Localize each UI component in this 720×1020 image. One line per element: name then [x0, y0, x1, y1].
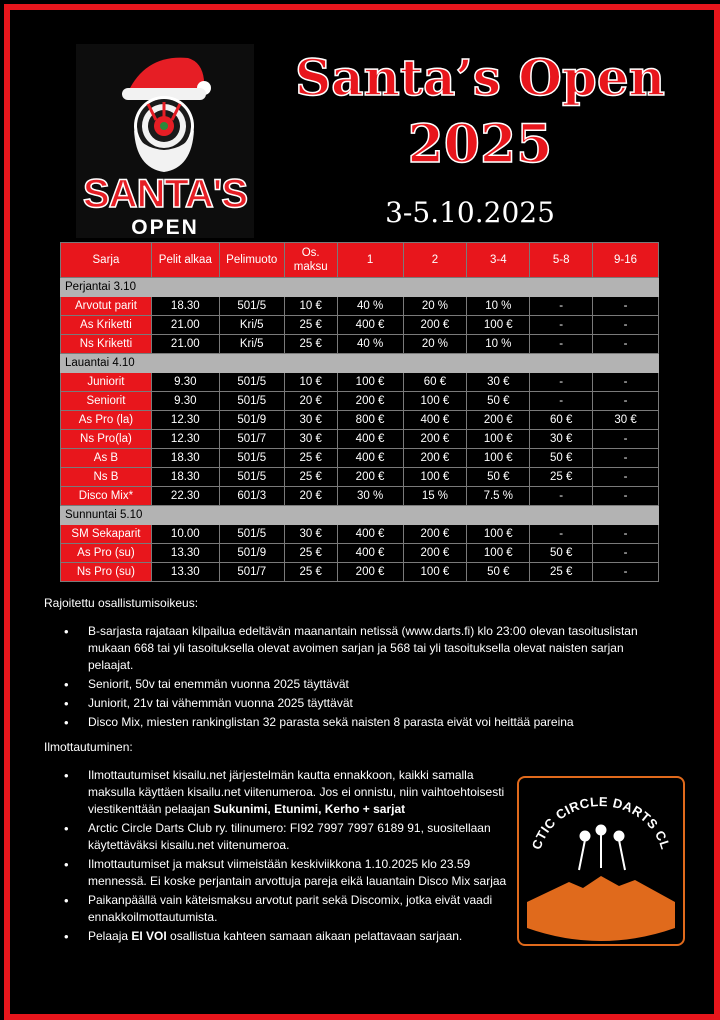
table-cell: 20 € [284, 392, 337, 411]
logo-title: SANTA'S [83, 172, 247, 216]
list-item-bold: EI VOI [131, 929, 167, 943]
list-item-text: osallistua kahteen samaan aikaan pelattavaan sarjaan. [166, 929, 463, 943]
table-cell: 100 € [403, 468, 467, 487]
column-header: 3-4 [467, 243, 530, 278]
list-item: • Juniorit, 21v tai vähemmän vuonna 2025 täyttävät [88, 695, 664, 712]
table-cell: 25 € [284, 544, 337, 563]
list-item-bold: Sukunimi, Etunimi, Kerho + sarjat [213, 802, 406, 816]
table-cell: 100 € [467, 430, 530, 449]
table-row [61, 335, 659, 354]
table-cell: 100 € [403, 563, 467, 582]
table-cell: 10.00 [151, 525, 219, 544]
table-cell: 400 € [337, 544, 403, 563]
table-cell: 200 € [403, 430, 467, 449]
club-logo-text: CTIC CIRCLE DARTS CL [528, 793, 674, 852]
table-cell: 100 € [467, 525, 530, 544]
registration-list [44, 767, 518, 945]
list-item: • Ilmottautumiset ja maksut viimeistään keskiviikkona 1.10.2025 klo 23.59 mennessä. Ei koske perjantain arvottuja pareja eikä lauantain Disco Mix sarjaa [88, 856, 518, 890]
column-header: Pelit alkaa [151, 243, 219, 278]
category-cell: Seniorit [61, 392, 152, 411]
table-cell: - [593, 297, 659, 316]
table-cell: 100 € [467, 449, 530, 468]
table-row [61, 316, 659, 335]
table-cell: 200 € [337, 563, 403, 582]
table-cell: 10 % [467, 335, 530, 354]
table-cell: 60 € [530, 411, 593, 430]
table-row [61, 468, 659, 487]
table-row [61, 392, 659, 411]
table-cell: 20 % [403, 335, 467, 354]
table-cell: - [530, 373, 593, 392]
page-title-year: 2025 [407, 114, 553, 175]
category-cell: Disco Mix* [61, 487, 152, 506]
list-item: • Arctic Circle Darts Club ry. tilinumero: FI92 7997 7997 6189 91, suositellaan käytettäväksi kisailu.net viitenumeroa. [88, 820, 518, 854]
table-cell: 400 € [337, 525, 403, 544]
table-cell: 400 € [337, 449, 403, 468]
day-row [61, 278, 659, 297]
table-cell: - [593, 563, 659, 582]
table-cell: 501/7 [219, 430, 284, 449]
table-cell: 200 € [337, 392, 403, 411]
list-item: • Seniorit, 50v tai enemmän vuonna 2025 täyttävät [88, 676, 664, 693]
table-cell: 13.30 [151, 544, 219, 563]
category-cell: Ns B [61, 468, 152, 487]
list-item: • Paikanpäällä vain käteismaksu arvotut parit sekä Discomix, jotka eivät vaadi ennakkoilmottautumista. [88, 892, 518, 926]
table-cell: 200 € [403, 525, 467, 544]
table-cell: 18.30 [151, 449, 219, 468]
registration-heading: Ilmottautuminen: [44, 740, 133, 754]
list-item [88, 767, 518, 818]
category-cell: SM Sekaparit [61, 525, 152, 544]
schedule-table [60, 242, 659, 582]
category-cell: As Pro (la) [61, 411, 152, 430]
day-row [61, 354, 659, 373]
category-cell: Arvotut parit [61, 297, 152, 316]
table-cell: 30 € [284, 411, 337, 430]
table-cell: 501/5 [219, 525, 284, 544]
list-item [88, 928, 518, 945]
table-cell: 601/3 [219, 487, 284, 506]
list-item-text: Ilmottautumiset kisailu.net järjestelmän kautta ennakkoon, kaikki samalla maksulla käyttäen kisailu.net viitenumeroa. Jos ei onnistu, niin vaihtoehtoisesti viestikenttään pelaajan [88, 768, 505, 816]
column-header: 1 [337, 243, 403, 278]
table-cell: 25 € [530, 468, 593, 487]
category-cell: Ns Pro(la) [61, 430, 152, 449]
category-cell: As Pro (su) [61, 544, 152, 563]
table-cell: 501/7 [219, 563, 284, 582]
table-cell: - [530, 297, 593, 316]
table-cell: 21.00 [151, 316, 219, 335]
table-cell: 501/5 [219, 373, 284, 392]
table-cell: 501/5 [219, 297, 284, 316]
event-dates: 3-5.10.2025 [385, 196, 555, 229]
list-item: • B-sarjasta rajataan kilpailua edeltävän maanantain netissä (www.darts.fi) klo 23:00 olevan tasoituslistan mukaan 668 tai yli tasoituksella olevat avoimen sarjan ja 568 tai yli tasoituksella olevat naisten sarjan pelaajat. [88, 623, 664, 674]
table-row [61, 449, 659, 468]
table-cell: 22.30 [151, 487, 219, 506]
table-cell: 40 % [337, 335, 403, 354]
table-cell: - [593, 430, 659, 449]
table-cell: - [593, 525, 659, 544]
table-cell: Kri/5 [219, 335, 284, 354]
table-cell: 12.30 [151, 430, 219, 449]
table-cell: 200 € [403, 544, 467, 563]
day-label: Lauantai 4.10 [61, 354, 659, 373]
table-cell: 9.30 [151, 392, 219, 411]
table-cell: 9.30 [151, 373, 219, 392]
page-title: Santa’s Open [295, 48, 665, 107]
table-cell: 30 € [530, 430, 593, 449]
table-cell: - [593, 392, 659, 411]
table-row [61, 563, 659, 582]
restrictions-list [44, 623, 664, 731]
table-cell: 30 € [284, 525, 337, 544]
santas-open-logo [76, 44, 254, 238]
category-cell: Ns Pro (su) [61, 563, 152, 582]
column-header: Os. maksu [284, 243, 337, 278]
category-cell: Juniorit [61, 373, 152, 392]
club-logo-icon [519, 778, 683, 944]
table-cell: 40 % [337, 297, 403, 316]
table-cell: 13.30 [151, 563, 219, 582]
table-cell: 100 € [467, 316, 530, 335]
category-cell: As B [61, 449, 152, 468]
table-cell: 10 % [467, 297, 530, 316]
day-label: Sunnuntai 5.10 [61, 506, 659, 525]
table-cell: 25 € [284, 335, 337, 354]
table-cell: 400 € [403, 411, 467, 430]
table-cell: 800 € [337, 411, 403, 430]
table-cell: 21.00 [151, 335, 219, 354]
table-cell: 501/5 [219, 449, 284, 468]
table-cell: 50 € [467, 468, 530, 487]
logo-subtitle: OPEN [131, 216, 199, 239]
table-row [61, 544, 659, 563]
table-cell: 100 € [467, 544, 530, 563]
table-cell: 50 € [467, 392, 530, 411]
table-cell: 501/5 [219, 468, 284, 487]
table-cell: 18.30 [151, 468, 219, 487]
restrictions-heading: Rajoitettu osallistumisoikeus: [44, 596, 199, 610]
table-cell: 501/9 [219, 411, 284, 430]
table-cell: 18.30 [151, 297, 219, 316]
table-cell: 400 € [337, 430, 403, 449]
svg-text:ARCTIC CIRCLE DARTS CLUB [519, 778, 673, 851]
arctic-circle-darts-club-logo [517, 776, 685, 946]
table-cell: 25 € [284, 563, 337, 582]
table-cell: 30 € [467, 373, 530, 392]
table-cell: 10 € [284, 297, 337, 316]
table-cell: - [593, 544, 659, 563]
table-cell: 100 € [403, 392, 467, 411]
table-cell: 15 % [403, 487, 467, 506]
table-row [61, 525, 659, 544]
table-cell: - [593, 468, 659, 487]
table-cell: - [593, 373, 659, 392]
table-cell: 25 € [530, 563, 593, 582]
table-cell: 25 € [284, 449, 337, 468]
table-cell: 20 % [403, 297, 467, 316]
table-cell: 100 € [337, 373, 403, 392]
santa-dartboard-icon [76, 44, 254, 174]
table-row [61, 487, 659, 506]
table-cell: - [530, 335, 593, 354]
table-cell: - [530, 525, 593, 544]
table-row [61, 411, 659, 430]
table-row [61, 373, 659, 392]
table-cell: 60 € [403, 373, 467, 392]
table-cell: - [593, 449, 659, 468]
table-cell: 200 € [403, 449, 467, 468]
table-cell: 12.30 [151, 411, 219, 430]
list-item: • Disco Mix, miesten rankinglistan 32 parasta sekä naisten 8 parasta eivät voi heittää pareina [88, 714, 664, 731]
table-cell: - [530, 487, 593, 506]
table-cell: 25 € [284, 468, 337, 487]
table-cell: - [530, 316, 593, 335]
table-cell: 200 € [467, 411, 530, 430]
table-row [61, 430, 659, 449]
table-cell: 50 € [530, 544, 593, 563]
day-row [61, 506, 659, 525]
list-item-text: Pelaaja [88, 929, 132, 943]
table-cell: 200 € [337, 468, 403, 487]
column-header: Pelimuoto [219, 243, 284, 278]
table-cell: 50 € [467, 563, 530, 582]
table-row [61, 297, 659, 316]
column-header: 9-16 [593, 243, 659, 278]
table-cell: - [593, 487, 659, 506]
table-cell: 20 € [284, 487, 337, 506]
table-cell: 200 € [403, 316, 467, 335]
table-cell: 30 % [337, 487, 403, 506]
table-cell: 7.5 % [467, 487, 530, 506]
table-cell: 30 € [284, 430, 337, 449]
category-cell: As Kriketti [61, 316, 152, 335]
table-cell: - [593, 335, 659, 354]
table-cell: 30 € [593, 411, 659, 430]
column-header: 5-8 [530, 243, 593, 278]
category-cell: Ns Kriketti [61, 335, 152, 354]
column-header: Sarja [61, 243, 152, 278]
table-cell: Kri/5 [219, 316, 284, 335]
table-cell: 501/9 [219, 544, 284, 563]
table-cell: 10 € [284, 373, 337, 392]
table-cell: 400 € [337, 316, 403, 335]
column-header: 2 [403, 243, 467, 278]
table-cell: 50 € [530, 449, 593, 468]
table-cell: 25 € [284, 316, 337, 335]
table-cell: 501/5 [219, 392, 284, 411]
table-cell: - [530, 392, 593, 411]
day-label: Perjantai 3.10 [61, 278, 659, 297]
table-cell: - [593, 316, 659, 335]
table-header-row [61, 243, 659, 278]
